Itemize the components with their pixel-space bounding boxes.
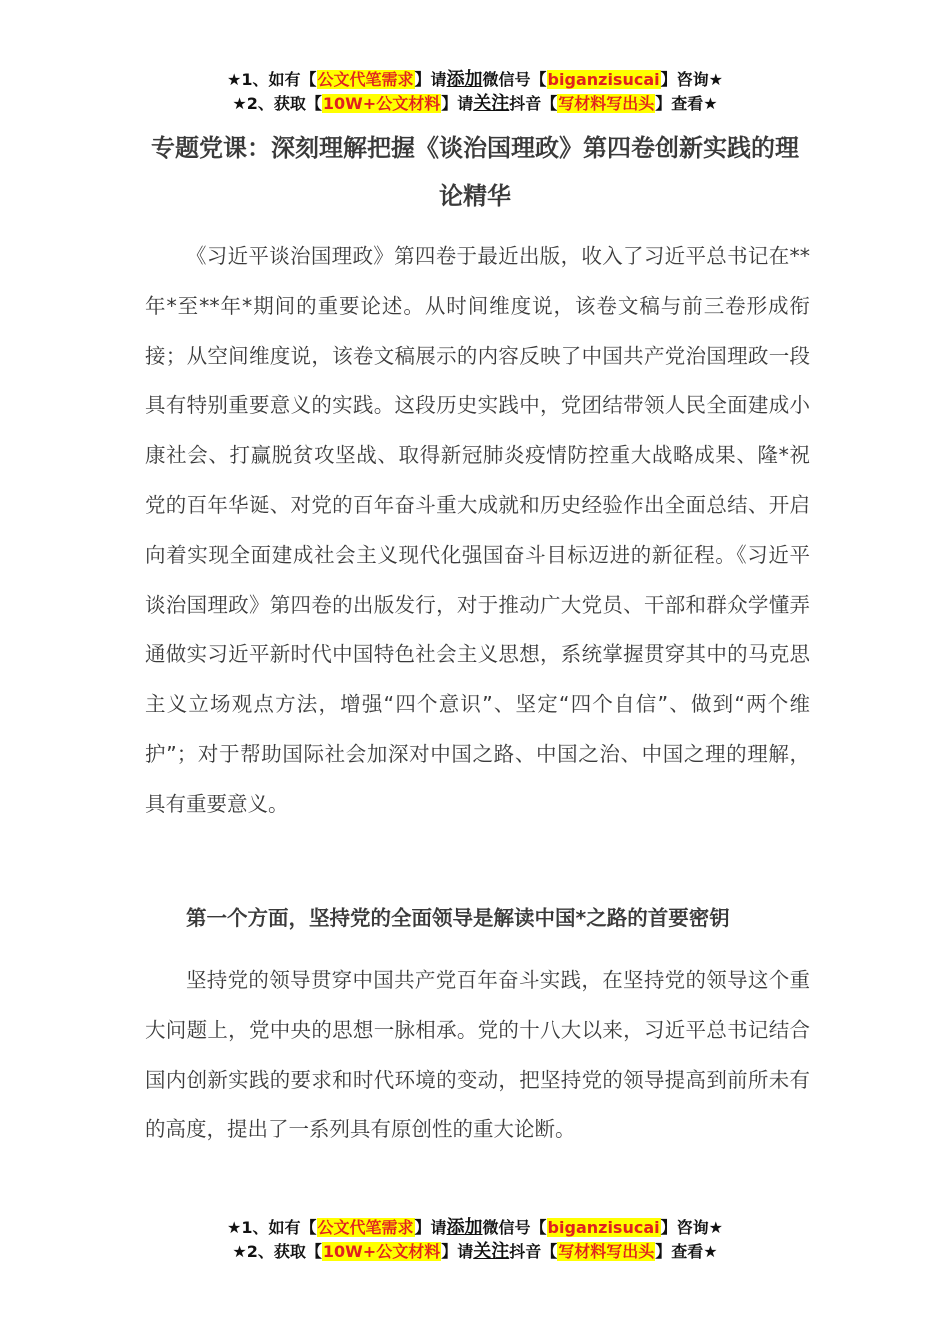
ad-line-2-mid2: 抖音【 [509, 1242, 558, 1261]
ad-emphasis-follow: 关注 [473, 93, 510, 114]
ad-line-2-suffix: 】查看★ [655, 94, 718, 113]
ad-highlight-douyin-id: 写材料写出头 [558, 94, 655, 113]
ad-highlight-materials: 10W+公文材料 [322, 94, 441, 113]
ad-line-2 [0, 92, 950, 116]
ad-line-2 [0, 1240, 950, 1264]
ad-line-1-mid: 】请 [414, 70, 447, 89]
ad-banner-top [0, 68, 950, 116]
ad-line-1-prefix: ★1、如有【 [227, 1218, 317, 1237]
ad-line-2-mid: 】请 [441, 94, 474, 113]
ad-line-1-mid2: 微信号【 [482, 70, 547, 89]
ad-line-2-mid: 】请 [441, 1242, 474, 1261]
ad-emphasis-add: 添加 [446, 1217, 483, 1238]
ad-line-1 [0, 1216, 950, 1240]
ad-highlight-service: 公文代笔需求 [317, 70, 414, 89]
ad-highlight-douyin-id: 写材料写出头 [558, 1242, 655, 1261]
ad-highlight-materials: 10W+公文材料 [322, 1242, 441, 1261]
section-heading-1: 第一个方面，坚持党的全面领导是解读中国*之路的首要密钥 [186, 906, 730, 930]
ad-line-1-suffix: 】咨询★ [660, 70, 723, 89]
ad-line-1-mid: 】请 [414, 1218, 447, 1237]
ad-banner-bottom [0, 1216, 950, 1264]
ad-highlight-wechat-id: biganzisucai [547, 70, 660, 89]
ad-line-2-mid2: 抖音【 [509, 94, 558, 113]
document-body-intro [145, 232, 810, 830]
ad-line-1-mid2: 微信号【 [482, 1218, 547, 1237]
ad-line-2-prefix: ★2、获取【 [232, 94, 322, 113]
ad-line-2-suffix: 】查看★ [655, 1242, 718, 1261]
document-body-section-1 [145, 956, 810, 1155]
ad-emphasis-add: 添加 [446, 69, 483, 90]
document-title: 专题党课：深刻理解把握《谈治国理政》第四卷创新实践的理论精华 [151, 134, 799, 210]
section-1-paragraph: 坚持党的领导贯穿中国共产党百年奋斗实践，在坚持党的领导这个重大问题上，党中央的思想一脉相承。党的十八大以来，习近平总书记结合国内创新实践的要求和时代环境的变动，把坚持党的领导提高到前所未有的高度，提出了一系列具有原创性的重大论断。 [145, 968, 810, 1142]
ad-line-1 [0, 68, 950, 92]
intro-paragraph: 《习近平谈治国理政》第四卷于最近出版，收入了习近平总书记在**年*至**年*期间的重要论述。从时间维度说，该卷文稿与前三卷形成衔接；从空间维度说，该卷文稿展示的内容反映了中国共产党治国理政一段具有特别重要意义的实践。这段历史实践中，党团结带领人民全面建成小康社会、打赢脱贫攻坚战、取得新冠肺炎疫情防控重大战略成果、隆*祝党的百年华诞、对党的百年奋斗重大成就和历史经验作出全面总结、开启向着实现全面建成社会主义现代化强国奋斗目标迈进的新征程。《习近平谈治国理政》第四卷的出版发行，对于推动广大党员、干部和群众学懂弄通做实习近平新时代中国特色社会主义思想，系统掌握贯穿其中的马克思主义立场观点方法，增强“四个意识”、坚定“四个自信”、做到“两个维护”；对于帮助国际社会加深对中国之路、中国之治、中国之理的理解，具有重要意义。 [145, 244, 810, 816]
ad-line-2-prefix: ★2、获取【 [232, 1242, 322, 1261]
ad-highlight-wechat-id: biganzisucai [547, 1218, 660, 1237]
ad-line-1-prefix: ★1、如有【 [227, 70, 317, 89]
ad-line-1-suffix: 】咨询★ [660, 1218, 723, 1237]
ad-highlight-service: 公文代笔需求 [317, 1218, 414, 1237]
ad-emphasis-follow: 关注 [473, 1241, 510, 1262]
